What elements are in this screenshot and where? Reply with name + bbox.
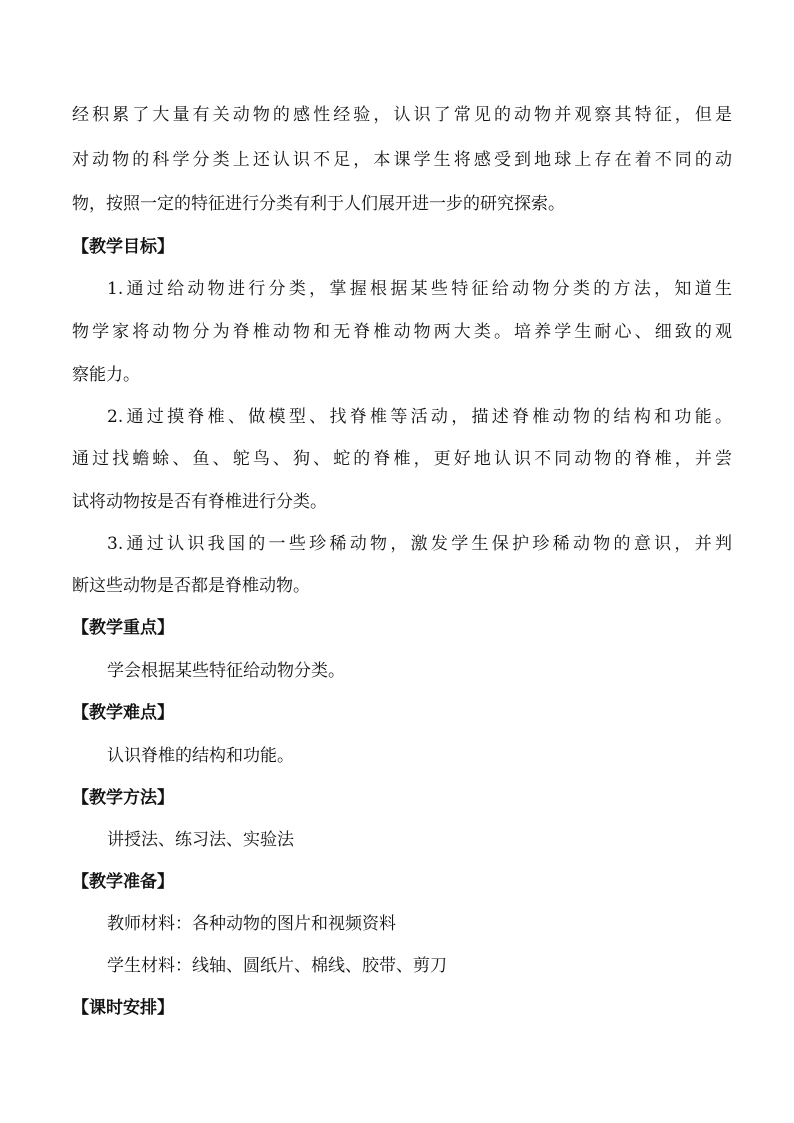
objective-3-line-1: 3.通过认识我国的一些珍稀动物，激发学生保护珍稀动物的意识，并判 [107, 534, 732, 554]
objectives-heading: 【教学目标】 [72, 237, 174, 257]
objective-1-line-2: 物学家将动物分为脊椎动物和无脊椎动物两大类。培养学生耐心、细致的观 [72, 322, 732, 342]
methods-heading: 【教学方法】 [72, 788, 174, 808]
schedule-heading: 【课时安排】 [72, 998, 174, 1018]
objective-1-line-1: 1.通过给动物进行分类，掌握根据某些特征给动物分类的方法，知道生 [107, 279, 732, 299]
difficulties-heading: 【教学难点】 [72, 703, 174, 723]
key-points-heading: 【教学重点】 [72, 618, 174, 638]
objective-2-line-2: 通过找蟾蜍、鱼、鸵鸟、狗、蛇的脊椎，更好地认识不同动物的脊椎，并尝 [72, 449, 732, 469]
methods-text: 讲授法、练习法、实验法 [107, 830, 294, 850]
objective-3-line-2: 断这些动物是否都是脊椎动物。 [72, 576, 310, 596]
intro-line-1: 经积累了大量有关动物的感性经验，认识了常见的动物并观察其特征，但是 [72, 105, 732, 125]
preparation-student: 学生材料：线轴、圆纸片、棉线、胶带、剪刀 [107, 956, 447, 976]
objective-2-line-1: 2.通过摸脊椎、做模型、找脊椎等活动，描述脊椎动物的结构和功能。 [107, 407, 732, 427]
preparation-teacher: 教师材料：各种动物的图片和视频资料 [107, 914, 396, 934]
difficulties-text: 认识脊椎的结构和功能。 [107, 746, 294, 766]
key-points-text: 学会根据某些特征给动物分类。 [107, 661, 345, 681]
intro-line-2: 对动物的科学分类上还认识不足，本课学生将感受到地球上存在着不同的动 [72, 150, 732, 170]
objective-1-line-3: 察能力。 [72, 365, 140, 385]
objective-2-line-3: 试将动物按是否有脊椎进行分类。 [72, 492, 327, 512]
preparation-heading: 【教学准备】 [72, 872, 174, 892]
intro-line-3: 物，按照一定的特征进行分类有利于人们展开进一步的研究探索。 [72, 194, 565, 214]
